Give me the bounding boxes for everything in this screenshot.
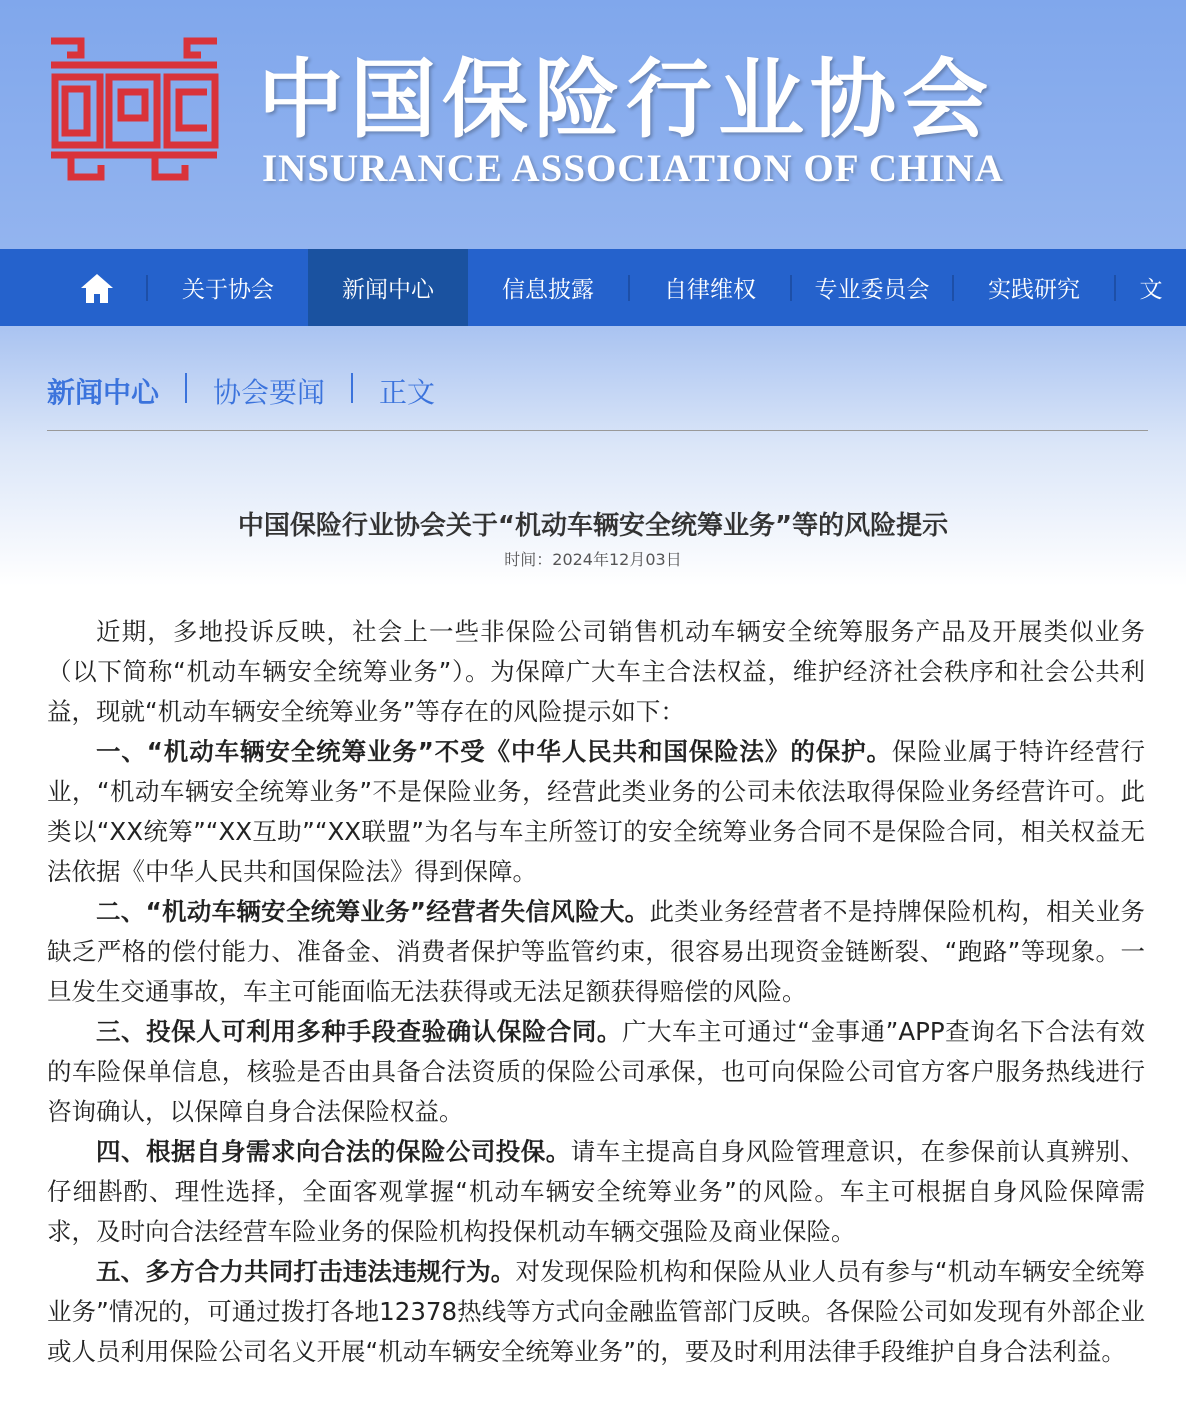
- paragraph: 五、多方合力共同打击违法违规行为。对发现保险机构和保险从业人员有参与“机动车辆安全统筹业务”情况的，可通过拨打各地12378热线等方式向金融监管部门反映。各保险公司如发现有外部企业或人员利用保险公司名义开展“机动车辆安全统筹业务”的，要及时利用法律手段维护自身合法利益。: [47, 1257, 1145, 1366]
- paragraph-heading: 二、“机动车辆安全统筹业务”经营者失信风险大。: [96, 897, 650, 926]
- site-title-cn: 中国保险行业协会: [258, 49, 994, 150]
- divider: [47, 430, 1148, 431]
- paragraph-heading: 一、“机动车辆安全统筹业务”不受《中华人民共和国保险法》的保护。: [96, 737, 892, 766]
- paragraph-heading: 四、根据自身需求向合法的保险公司投保。: [96, 1137, 571, 1166]
- nav-item-research[interactable]: 实践研究: [988, 277, 1080, 303]
- nav-item-committees[interactable]: 专业委员会: [814, 277, 930, 303]
- paragraph: 近期，多地投诉反映，社会上一些非保险公司销售机动车辆安全统筹服务产品及开展类似业务（以下简称“机动车辆安全统筹业务”）。为保障广大车主合法权益，维护经济社会秩序和社会公共利益，现就“机动车辆安全统筹业务”等存在的风险提示如下：: [47, 617, 1145, 726]
- paragraph: 三、投保人可利用多种手段查验确认保险合同。广大车主可通过“金事通”APP查询名下合法有效的车险保单信息，核验是否由具备合法资质的保险公司承保，也可向保险公司官方客户服务热线进行咨询确认，以保障自身合法保险权益。: [47, 1017, 1145, 1126]
- breadcrumb-association-news[interactable]: 协会要闻: [213, 376, 326, 409]
- nav-item-self-regulation[interactable]: 自律维权: [664, 277, 756, 303]
- nav-item-more[interactable]: 文: [1139, 277, 1163, 303]
- site-header: [0, 0, 1186, 249]
- home-icon: [79, 272, 115, 304]
- paragraph: 四、根据自身需求向合法的保险公司投保。请车主提高自身风险管理意识，在参保前认真辨别、仔细斟酌、理性选择，全面客观掌握“机动车辆安全统筹业务”的风险。车主可根据自身风险保障需求，及时向合法经营车险业务的保险机构投保机动车辆交强险及商业保险。: [47, 1137, 1146, 1246]
- paragraph: 一、“机动车辆安全统筹业务”不受《中华人民共和国保险法》的保护。保险业属于特许经营行业，“机动车辆安全统筹业务”不是保险业务，经营此类业务的公司未依法取得保险业务经营许可。此类以“XX统筹”“XX互助”“XX联盟”为名与车主所签订的安全统筹业务合同不是保险合同，相关权益无法依据《中华人民共和国保险法》得到保障。: [47, 737, 1145, 886]
- nav-home[interactable]: [0, 249, 146, 326]
- article-body: [0, 570, 1186, 1372]
- paragraph-heading: 三、投保人可利用多种手段查验确认保险合同。: [96, 1017, 622, 1046]
- nav-item-disclosure[interactable]: 信息披露: [502, 277, 594, 303]
- breadcrumb-divider: [185, 373, 187, 403]
- nav-item-news[interactable]: 新闻中心: [308, 249, 468, 326]
- breadcrumb-news[interactable]: 新闻中心: [47, 376, 160, 409]
- article-title: 中国保险行业协会关于“机动车辆安全统筹业务”等的风险提示: [237, 511, 949, 541]
- article-time: 时间：2024年12月03日: [504, 550, 682, 569]
- breadcrumb: [0, 326, 1186, 430]
- site-title-en: INSURANCE ASSOCIATION OF CHINA: [262, 147, 1004, 190]
- breadcrumb-current: 正文: [379, 376, 436, 409]
- nav-item-about[interactable]: 关于协会: [182, 277, 274, 303]
- breadcrumb-divider: [351, 373, 353, 403]
- main-content: [0, 326, 1186, 1372]
- paragraph-heading: 五、多方合力共同打击违法违规行为。: [96, 1257, 516, 1286]
- association-logo[interactable]: [47, 37, 222, 182]
- main-nav: [0, 249, 1186, 326]
- paragraph: 二、“机动车辆安全统筹业务”经营者失信风险大。此类业务经营者不是持牌保险机构，相关业务缺乏严格的偿付能力、准备金、消费者保护等监管约束，很容易出现资金链断裂、“跑路”等现象。一旦发生交通事故，车主可能面临无法获得或无法足额获得赔偿的风险。: [47, 897, 1145, 1006]
